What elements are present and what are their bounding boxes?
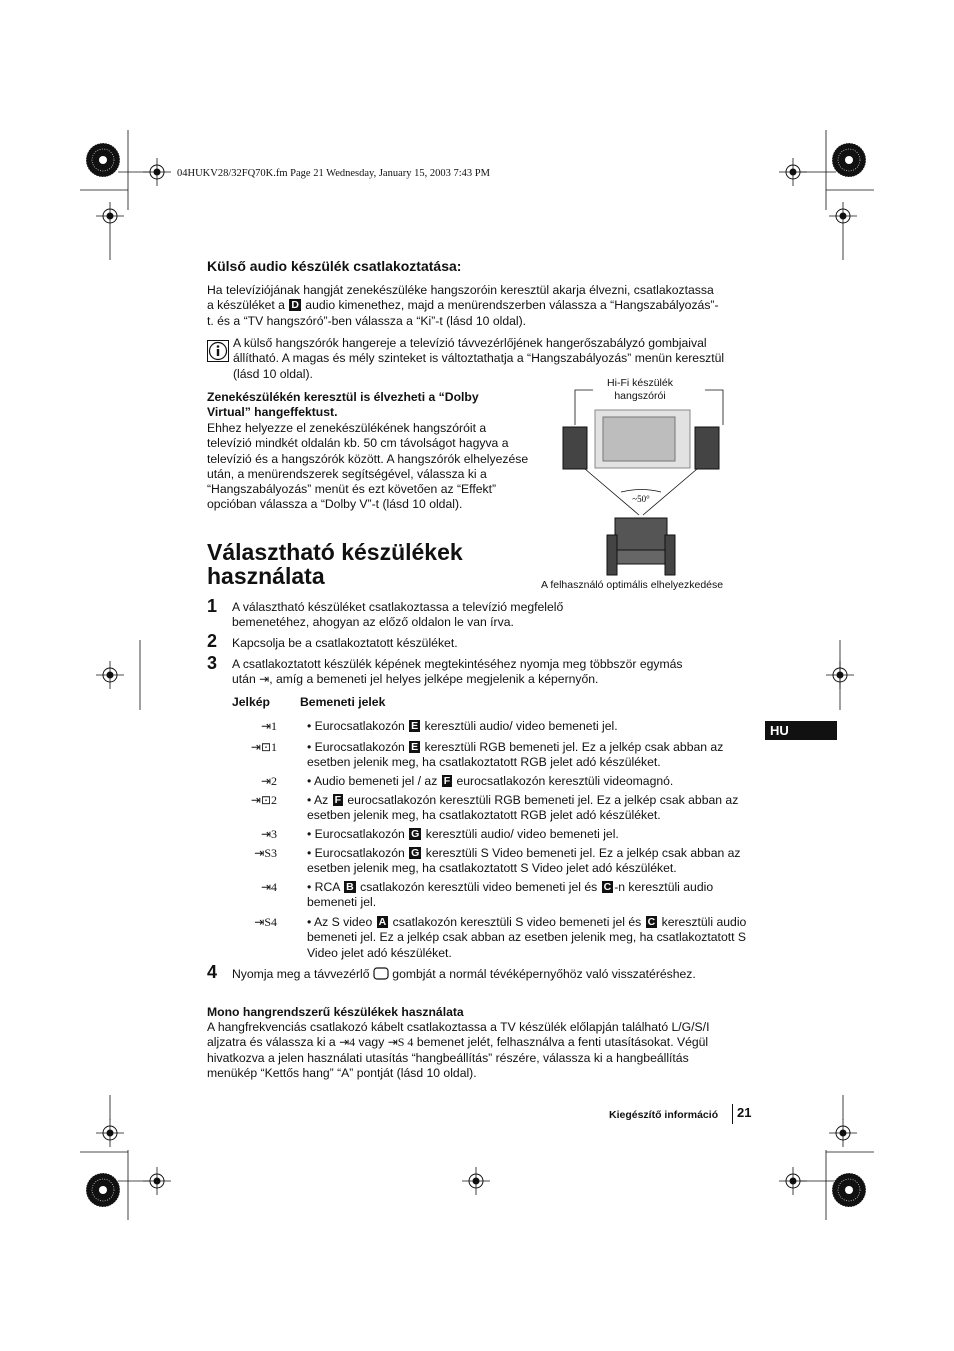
input-select-icon: ⇥ — [259, 672, 270, 687]
av2-icon: ⇥2 — [260, 774, 277, 788]
dolby-title: Zenekészülékén keresztül is élvezheti a “Dolby Virtual” hangeffektust. — [207, 390, 479, 420]
av4-icon: ⇥4 — [339, 1035, 356, 1050]
step-2-text: Kapcsolja be a csatlakoztatott készüléket. — [232, 636, 458, 650]
dolby-text: Ehhez helyezze el zenekészülékének hangszóróit a televízió mindkét oldalán kb. 50 cm távolságot hagyva a televízió és a hangszórók között. A hangszórók elhelyezése után, a menürendszerek segítségével, válassza ki a “Hangszabályozás” menüt és ezt követően az “Effekt” opcióban válassza a “Dolby V”-t (lásd 10 oldal). — [207, 421, 529, 512]
intro-paragraph: Ha televíziójának hangját zenekészüléke hangszoróin keresztül akarja élvezni, csatlakoztassa a készüléket a D audio kimenethez, majd a menürendszerben válassza a “Hangszabályozás”- t. és a “TV hangszóró”-ben válassza a “Ki”-t (lásd 10 oldal). — [207, 283, 719, 328]
svideo4-icon: ⇥S4 — [254, 915, 277, 929]
step-3-text: A csatlakoztatott készülék képének megtekintéséhez nyomja meg többször egymás után ⇥, amíg a bemeneti jel helyes jelképe megjelenik a képernyőn. — [232, 657, 683, 687]
step-4-text: Nyomja meg a távvezérlő gombját a normál tévéképernyőhöz való visszatéréshez. — [232, 967, 696, 981]
page-number: 21 — [737, 1105, 752, 1120]
section-title-audio: Külső audio készülék csatlakoztatása: — [207, 258, 462, 274]
footer-divider — [732, 1104, 733, 1124]
diagram-speakers-label: Hi-Fi készülék hangszórói — [607, 377, 673, 402]
file-header: 04HUKV28/32FQ70K.fm Page 21 Wednesday, January 15, 2003 7:43 PM — [177, 168, 490, 179]
col-header-symbol: Jelkép — [232, 695, 270, 709]
section-title-optional-devices: Választható készülékek használata — [207, 539, 463, 589]
svideo4-icon: ⇥S 4 — [387, 1035, 414, 1050]
av4-icon: ⇥4 — [260, 880, 277, 894]
right-speaker — [695, 427, 719, 469]
mono-paragraph: A hangfrekvenciás csatlakozó kábelt csatlakoztassa a TV készülék előlapján található L/G/S/I aljzatra és válassza ki a ⇥4 vagy ⇥S 4 bemenet jelét, felhasználva a fenti utasításokat. Végül hivatkozva a jelen használati utasítás “hangbeállítás” részére, válassza ki a hangbeállítás menükép “Kettős hang” “A” pontját (lásd 10 oldal). — [207, 1020, 710, 1080]
av1-icon: ⇥1 — [260, 719, 277, 733]
info-icon — [207, 340, 229, 362]
footer-section: Kiegészítő információ — [609, 1109, 719, 1121]
connector-d-icon: D — [291, 299, 299, 312]
rgb1-icon: ⇥⊡1 — [250, 740, 277, 754]
av3-icon: ⇥3 — [260, 827, 277, 841]
step-2-number: 2 — [207, 631, 218, 651]
angle-label: ~50° — [632, 494, 650, 504]
leader-line-right — [705, 390, 723, 425]
svideo3-icon: ⇥S3 — [254, 846, 277, 860]
diagram-caption: A felhasználó optimális elhelyezkedése — [541, 579, 724, 591]
section-title-mono: Mono hangrendszerű készülékek használata — [207, 1005, 464, 1019]
rgb2-icon: ⇥⊡2 — [250, 793, 277, 807]
language-tab: HU — [765, 721, 837, 740]
step-1-number: 1 — [207, 596, 218, 616]
tv-button-icon — [373, 967, 389, 980]
info-note: A külső hangszórók hangereje a televízió távvezérlőjének hangerőszabályzó gombjaival állítható. A magas és mély szinteket is változtathatja a “Hangszabályozás” menün keresztül (lásd 10 oldal). — [233, 336, 725, 381]
step-3-number: 3 — [207, 653, 218, 673]
col-header-input: Bemeneti jelek — [300, 695, 386, 709]
step-4-number: 4 — [207, 962, 218, 982]
step-1-text: A választható készüléket csatlakoztassa a televízió megfelelő bemenetéhez, ahogyan az előző oldalon le van írva. — [232, 600, 564, 630]
left-speaker — [563, 427, 587, 469]
leader-line-left — [575, 390, 593, 425]
speaker-placement-diagram — [555, 385, 745, 585]
